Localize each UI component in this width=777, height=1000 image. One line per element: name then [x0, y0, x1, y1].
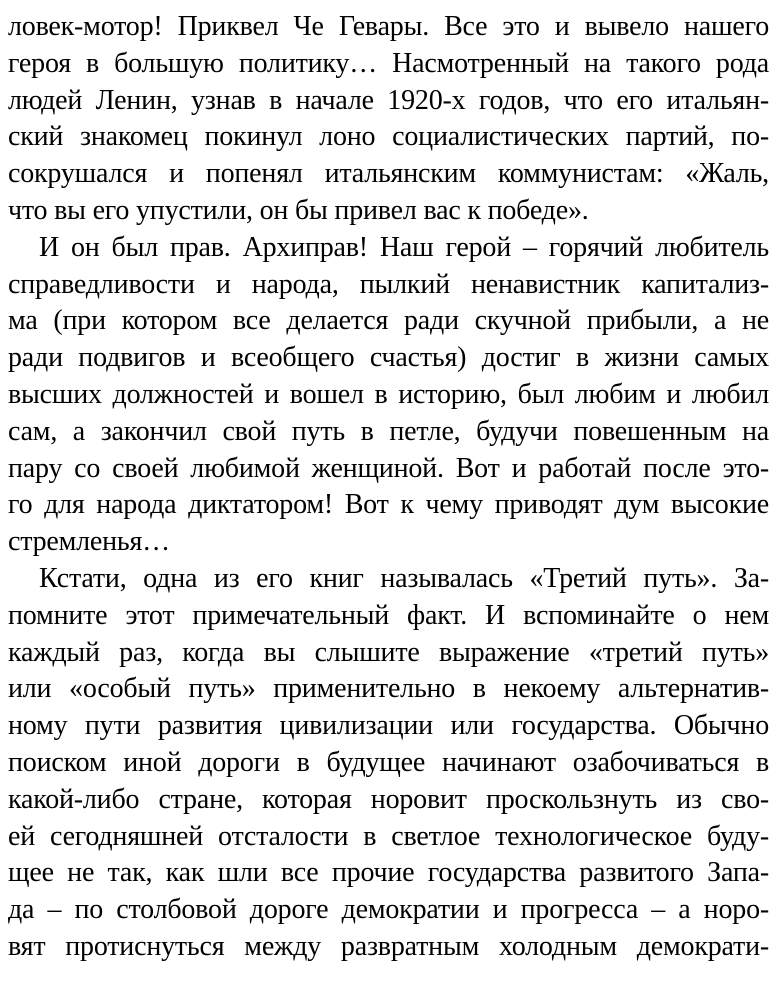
text-line: сам, а закончил свой путь в петле, будучи повешенным на — [8, 415, 769, 447]
text-line: да – по столбовой дороге демократии и прогресса – а норо- — [8, 894, 769, 926]
paragraph — [8, 561, 769, 966]
text-line: справедливости и народа, пылкий ненавистник капитализ- — [8, 268, 769, 300]
paragraph — [8, 230, 769, 561]
text-line: людей Ленин, узнав в начале 1920-х годов, что его итальян- — [8, 84, 769, 116]
text-line: каждый раз, когда вы слышите выражение «третий путь» — [8, 636, 769, 668]
text-line: какой-либо стране, которая норовит проскользнуть из сво- — [8, 783, 769, 815]
text-line: или «особый путь» применительно в некоему альтернатив- — [8, 673, 769, 705]
text-line: что вы его упустили, он бы привел вас к победе». — [8, 194, 589, 226]
text-line: ради подвигов и всеобщего счастья) достиг в жизни самых — [8, 342, 769, 374]
text-line: ловек-мотор! Приквел Че Гевары. Все это и вывело нашего — [8, 11, 769, 42]
text-line: сокрушался и попенял итальянским коммунистам: «Жаль, — [8, 158, 769, 190]
text-line: пару со своей любимой женщиной. Вот и работай после это- — [8, 452, 769, 484]
text-line: щее не так, как шли все прочие государства развитого Запа- — [8, 857, 769, 889]
paragraph — [8, 9, 769, 230]
text-line: И он был прав. Архиправ! Наш герой – горячий любитель — [39, 231, 769, 263]
text-line: героя в большую политику… Насмотренный на такого рода — [8, 47, 769, 79]
text-line: го для народа диктатором! Вот к чему приводят дум высокие — [8, 489, 769, 521]
text-line: Кстати, одна из его книг называлась «Третий путь». За- — [39, 562, 769, 594]
text-line: поиском иной дороги в будущее начинают озабочиваться в — [8, 746, 769, 778]
text-line: высших должностей и вошел в историю, был любим и любил — [8, 378, 769, 410]
text-line: ский знакомец покинул лоно социалистических партий, по- — [8, 121, 769, 153]
text-line: ма (при котором все делается ради скучной прибыли, а не — [8, 305, 769, 337]
text-line: ей сегодняшней отсталости в светлое технологическое буду- — [8, 820, 769, 852]
text-line: ному пути развития цивилизации или государства. Обычно — [8, 710, 769, 742]
text-line: стремленья… — [8, 526, 170, 558]
text-line: вят протиснуться между развратным холодным демократи- — [8, 930, 769, 962]
text-line: помните этот примечательный факт. И вспоминайте о нем — [8, 599, 769, 631]
